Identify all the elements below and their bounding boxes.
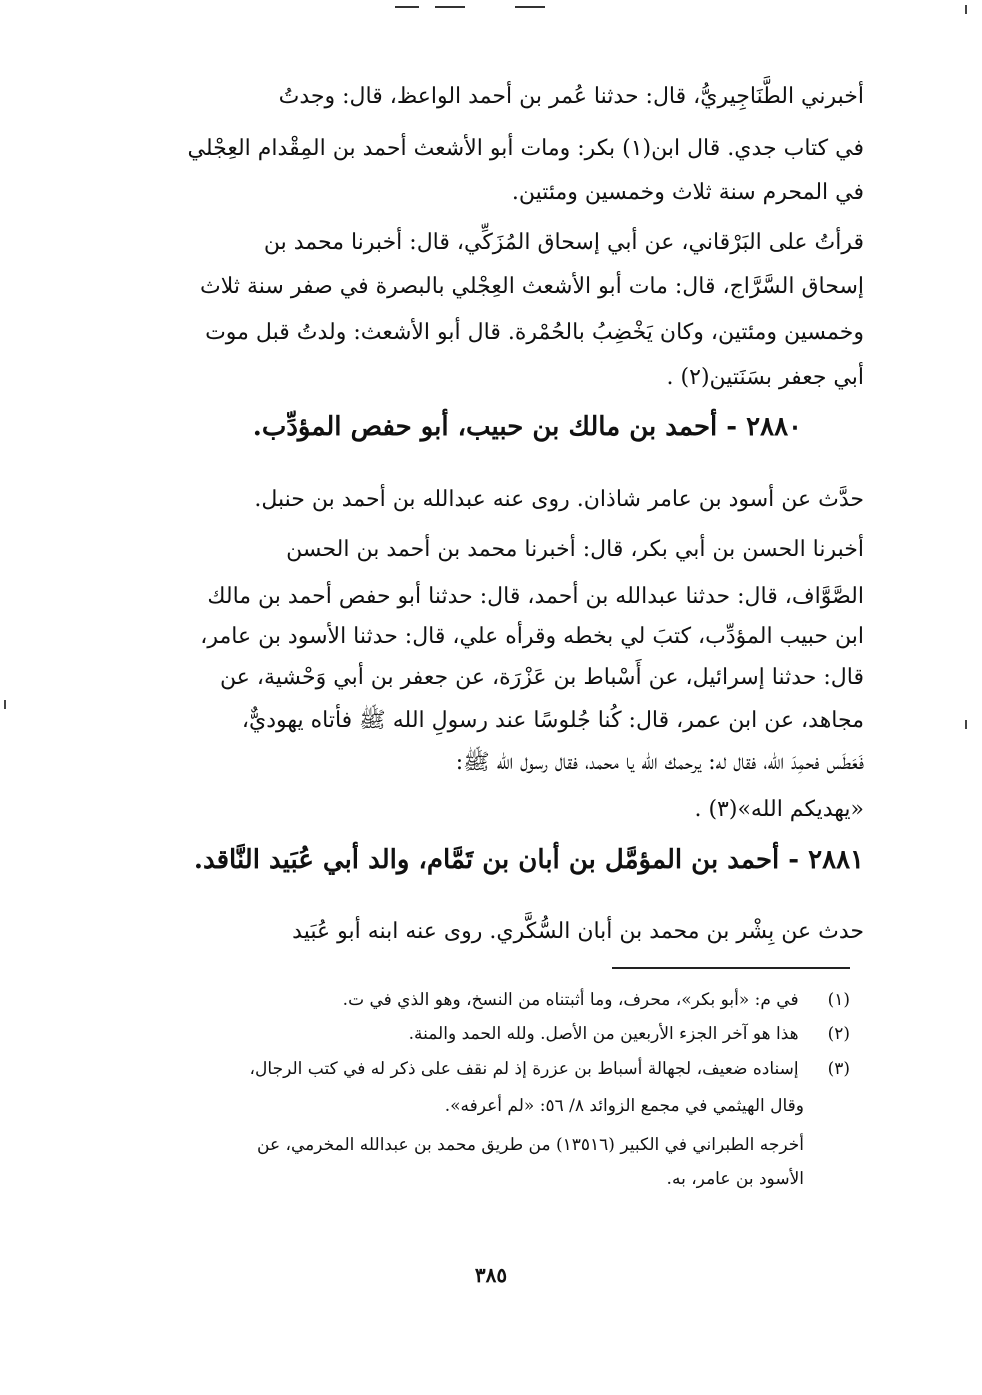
- footnote-rule: [612, 967, 850, 969]
- entry-text: حدث عن بِشْر بن محمد بن أبان السُّكَّري. روى عنه ابنه أبو عُبَيد: [292, 919, 864, 944]
- footnote-number: (١): [827, 990, 850, 1010]
- footnote-text: إسناده ضعيف، لجهالة أسباط بن عزرة إذ لم نقف على ذكر له في كتب الرجال،: [249, 1059, 799, 1079]
- entry-text: مجاهد، عن ابن عمر، قال: كُنا جُلوسًا عند رسولِ الله ﷺ فأتاه يهوديٌّ،: [241, 708, 864, 733]
- body-line: إسحاق السَّرَّاج، قال: مات أبو الأشعث العِجْلي بالبصرة في صفر سنة ثلاث: [200, 274, 864, 299]
- body-line: أبي جعفر بسَنَتين(٢) .: [666, 365, 864, 390]
- entry-text: أخبرنا الحسن بن أبي بكر، قال: أخبرنا محمد بن أحمد بن الحسن: [286, 537, 864, 562]
- entry-text: فَعَطَس فحمِدَ الله، فقال له: يرحمك الله يا محمد، فقال رسول الله ﷺ:: [455, 750, 864, 775]
- margin-mark: [4, 700, 6, 709]
- footnote-continuation: أخرجه الطبراني في الكبير (١٣٥١٦) من طريق محمد بن عبدالله المخرمي، عن: [257, 1135, 804, 1155]
- entry-heading: ٢٨٨٠ - أحمد بن مالك بن حبيب، أبو حفص المؤدِّب.: [252, 412, 802, 442]
- body-line: وخمسين ومئتين، وكان يَخْضِبُ بالحُمْرة. قال أبو الأشعث: ولدتُ قبل موت: [205, 320, 864, 345]
- footnote-continuation: الأسود بن عامر، به.: [666, 1169, 804, 1189]
- entry-text: قال: حدثنا إسرائيل، عن أَسْباط بن عَزْرَة، عن جعفر بن أبي وَحْشية، عن: [219, 665, 864, 690]
- body-line: قرأتُ على البَرْقاني، عن أبي إسحاق المُزَكِّي، قال: أخبرنا محمد بن: [263, 230, 864, 255]
- entry-text: ابن حبيب المؤدِّب، كتبَ لي بخطه وقرأه علي، قال: حدثنا الأسود بن عامر،: [200, 624, 864, 649]
- entry-heading: ٢٨٨١ - أحمد بن المؤمَّل بن أبان بن تَمَّام، والد أبي عُبَيد النَّاقد.: [193, 845, 864, 875]
- entry-text: حدَّث عن أسود بن عامر شاذان. روى عنه عبدالله بن أحمد بن حنبل.: [254, 487, 864, 512]
- entry-text: «يهديكم الله»(٣) .: [694, 797, 864, 822]
- margin-mark: [965, 5, 967, 14]
- footnote-number: (٣): [827, 1059, 850, 1079]
- body-line: أخبرني الطَّنَاجِيريُّ، قال: حدثنا عُمر بن أحمد الواعظ، قال: وجدتُ: [278, 84, 864, 109]
- footnote-continuation: وقال الهيثمي في مجمع الزوائد ٨/ ٥٦: «لم أعرفه».: [444, 1096, 804, 1116]
- top-scan-marks: [395, 6, 555, 8]
- body-line: في كتاب جدي. قال ابن(١) بكر: ومات أبو الأشعث أحمد بن المِقْدام العِجْلي: [187, 136, 864, 161]
- footnote: [343, 987, 850, 1013]
- body-line: في المحرم سنة ثلاث وخمسين ومئتين.: [511, 180, 864, 205]
- footnote: [250, 1056, 850, 1082]
- page-number: ٣٨٥: [474, 1263, 508, 1287]
- margin-mark: [965, 720, 967, 729]
- footnote-number: (٢): [827, 1024, 850, 1044]
- footnote: [409, 1021, 850, 1047]
- footnote-text: هذا هو آخر الجزء الأربعين من الأصل. ولله الحمد والمنة.: [408, 1024, 799, 1044]
- entry-text: الصَّوَّاف، قال: حدثنا عبدالله بن أحمد، قال: حدثنا أبو حفص أحمد بن مالك: [207, 584, 864, 609]
- footnote-text: في م: «أبو بكر»، محرف، وما أثبتناه من النسخ، وهو الذي في ت.: [342, 990, 799, 1010]
